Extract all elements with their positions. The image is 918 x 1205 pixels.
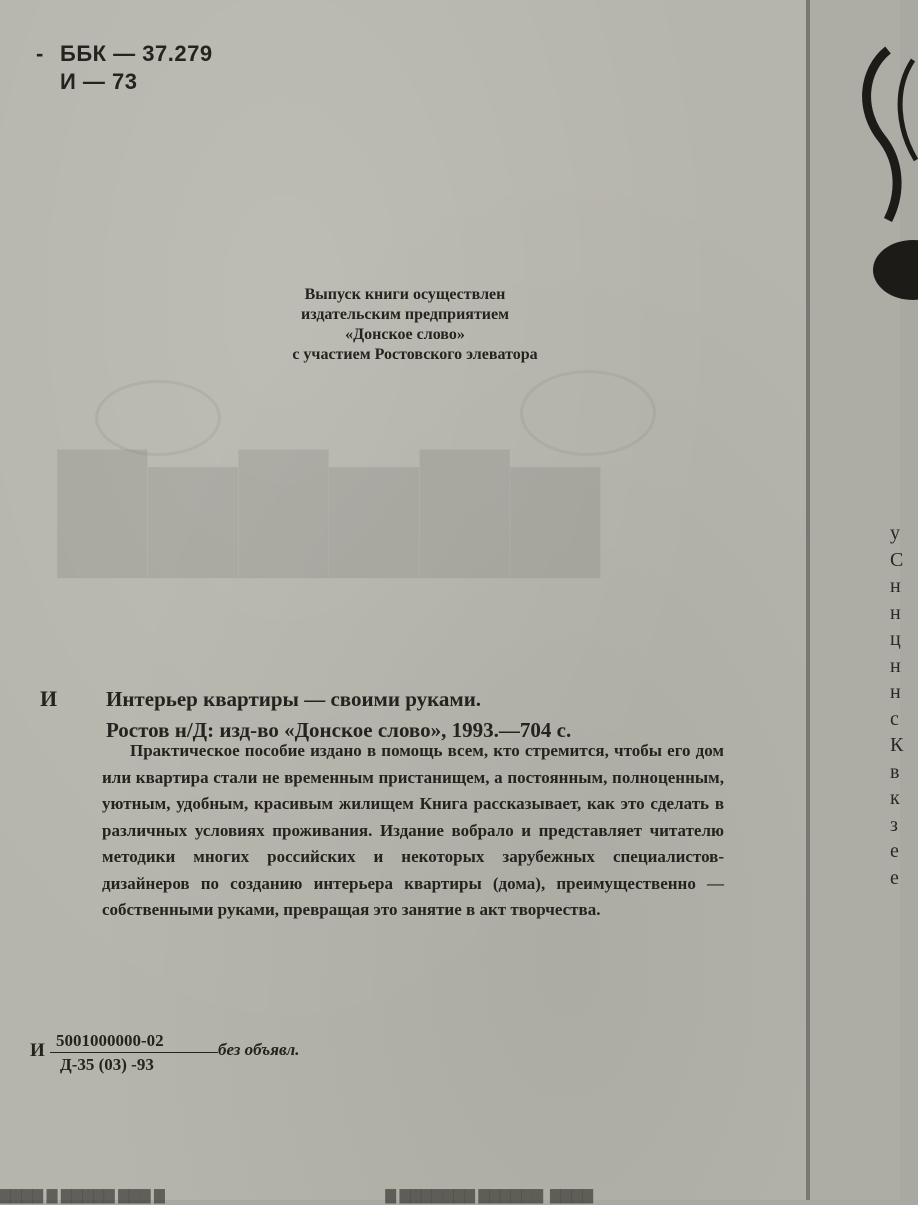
- imprint-block: [200, 285, 610, 365]
- index-prefix: И: [30, 1040, 45, 1061]
- book-title: Интерьер квартиры — своими руками.: [106, 687, 482, 711]
- adjacent-letter: у: [890, 522, 900, 544]
- adjacent-letter: з: [890, 813, 898, 836]
- index-numerator: 5001000000-02: [50, 1030, 218, 1053]
- index-note: без объявл.: [218, 1040, 300, 1059]
- adjacent-letter: в: [890, 760, 900, 783]
- imprint-line: Выпуск книги осуществлен: [304, 286, 506, 303]
- imprint-line: «Донское слово»: [345, 326, 465, 343]
- adjacent-letter: н: [890, 681, 901, 703]
- adjacent-letter: К: [890, 734, 904, 756]
- adjacent-letter: С: [890, 548, 904, 571]
- adjacent-letter: н: [890, 654, 901, 677]
- index-fraction: [50, 1030, 218, 1077]
- bbk-code: ББК — 37.279: [60, 41, 213, 66]
- adjacent-letter: н: [890, 575, 901, 597]
- adjacent-letter: ц: [890, 628, 901, 650]
- adjacent-letter: е: [890, 866, 899, 889]
- annotation-text: Практическое пособие издано в помощь всем, кто стремится, чтобы его дом или квартира стали не временным пристанищем, а постоянным, полноценным, уютным, удобным, красивым жилищем Книга рассказывает, как это сделать в различных условиях проживания. Издание вобрало и представляет читателю методики многих российских и некоторых зарубежных специалистов-дизайнеров по созданию интерьера квартиры (дома), преимущественно — собственными руками, превращая это занятие в акт творчества.: [102, 741, 724, 919]
- cut-off-footer: [0, 1188, 810, 1204]
- imprint-line: с участием Ростовского элеватора: [292, 346, 538, 363]
- adjacent-page-text: [890, 520, 910, 891]
- adjacent-letter: с: [890, 707, 899, 730]
- cut-off-footer-mark: ▇▇▇▇ ▇ ▇▇▇▇▇ ▇▇▇ ▇ ▇ ▇▇▇▇▇▇▇ ▇▇▇▇▇▇ ▇▇▇▇: [0, 1189, 594, 1204]
- margin-dash: -: [36, 41, 44, 66]
- author-mark: И — 73: [60, 69, 138, 94]
- classification-block: [36, 40, 213, 96]
- adjacent-letter: н: [890, 601, 901, 624]
- adjacent-letter: к: [890, 787, 900, 809]
- index-denominator: Д-35 (03) -93: [60, 1055, 154, 1074]
- show-through-title: ▇▆▇▆▇▆: [60, 436, 604, 573]
- decorative-ornament-icon: [858, 40, 918, 280]
- catalog-letter: И: [40, 686, 58, 711]
- publication-info: Ростов н/Д: изд-во «Донское слово», 1993.—704 с.: [106, 718, 572, 742]
- adjacent-page: [810, 0, 904, 1200]
- adjacent-letter: е: [890, 840, 899, 862]
- imprint-line: издательским предприятием: [300, 306, 510, 323]
